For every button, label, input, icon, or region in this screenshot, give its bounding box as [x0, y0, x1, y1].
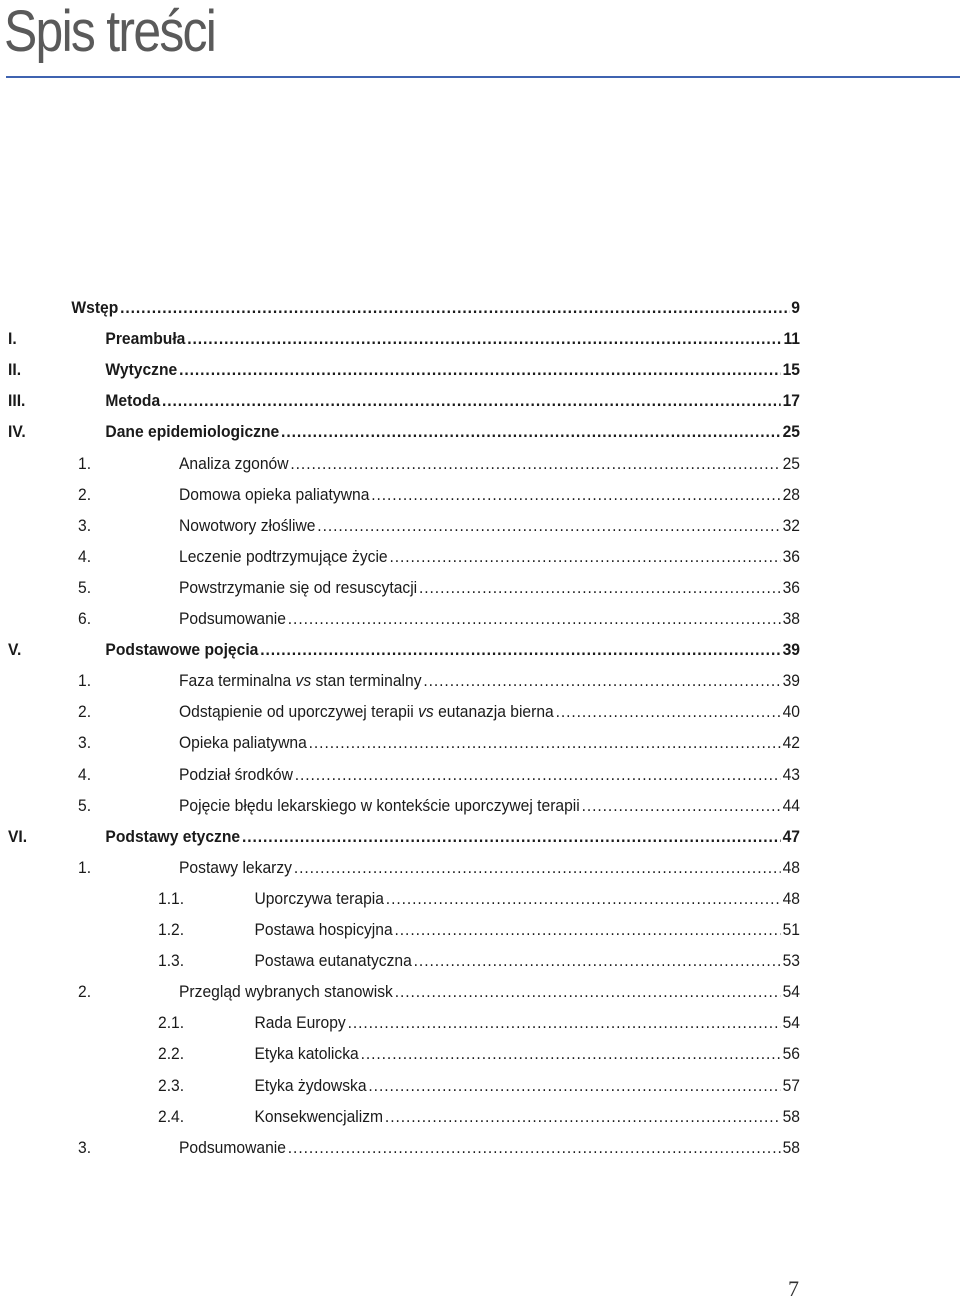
toc-entry-label: Odstąpienie od uporczywej terapii vs eutanazja bierna — [179, 702, 554, 722]
toc-entry-label: Faza terminalna vs stan terminalny — [179, 671, 422, 691]
toc-entry-number: 3. — [78, 733, 92, 753]
toc-entry-page: 36 — [782, 546, 800, 566]
toc-entry-page: 48 — [782, 888, 800, 908]
toc-entry-page: 44 — [782, 795, 800, 815]
toc-leader-dots — [582, 796, 781, 816]
toc-entry — [0, 916, 960, 947]
toc-entry-label: Uporczywa terapia — [254, 888, 384, 908]
toc-entry — [0, 1040, 960, 1071]
toc-entry-number: IV. — [8, 422, 26, 442]
toc-entry — [0, 636, 960, 667]
toc-entry-number: 3. — [78, 515, 92, 535]
toc-entry — [0, 543, 960, 574]
toc-entry-number: 5. — [78, 795, 92, 815]
toc-entry-number: 1. — [78, 857, 92, 877]
toc-leader-dots — [242, 827, 781, 847]
toc-entry-page: 56 — [782, 1044, 800, 1064]
toc-entry-label: Powstrzymanie się od resuscytacji — [179, 577, 418, 597]
toc-entry-label: Podsumowanie — [179, 1137, 286, 1157]
toc-leader-dots — [386, 889, 781, 909]
toc-leader-dots — [187, 329, 781, 349]
toc-leader-dots — [288, 1138, 781, 1158]
toc-leader-dots — [395, 920, 781, 940]
toc-entry — [0, 854, 960, 885]
toc-entry-label: Domowa opieka paliatywna — [179, 484, 370, 504]
toc-entry-label: Leczenie podtrzymujące życie — [179, 546, 388, 566]
toc-leader-dots — [423, 671, 780, 691]
toc-entry — [0, 481, 960, 512]
toc-leader-dots — [419, 578, 781, 598]
toc-entry — [0, 729, 960, 760]
toc-leader-dots — [389, 547, 780, 567]
toc-entry-page: 15 — [782, 360, 800, 380]
toc-leader-dots — [281, 422, 781, 442]
toc-entry-number: II. — [8, 360, 22, 380]
toc-entry-page: 58 — [782, 1106, 800, 1126]
toc-entry-number: 2. — [78, 484, 92, 504]
toc-entry-page: 40 — [782, 702, 800, 722]
toc-entry-label: Dane epidemiologiczne — [105, 422, 280, 442]
toc-entry-page: 53 — [782, 951, 800, 971]
toc-entry-page: 43 — [782, 764, 800, 784]
toc-entry-page: 17 — [782, 391, 800, 411]
toc-entry-number: 4. — [78, 764, 92, 784]
toc-entry-number: 3. — [78, 1137, 92, 1157]
toc-entry-page: 48 — [782, 857, 800, 877]
toc-entry-number: III. — [8, 391, 26, 411]
toc-entry-label: Analiza zgonów — [179, 453, 289, 473]
toc-entry-page: 39 — [782, 671, 800, 691]
toc-entry-label: Nowotwory złośliwe — [179, 515, 316, 535]
toc-leader-dots — [288, 609, 781, 629]
toc-leader-dots — [295, 765, 781, 785]
toc-leader-dots — [309, 733, 781, 753]
toc-entry-number: 5. — [78, 577, 92, 597]
toc-entry-label: Wstęp — [71, 298, 119, 317]
toc-entry-number: 1.2. — [158, 920, 185, 939]
toc-entry-number: 6. — [78, 609, 92, 628]
toc-entry-label: Etyka żydowska — [254, 1075, 367, 1095]
toc-entry-label: Postawa eutanatyczna — [254, 951, 412, 971]
toc-entry-number: 2.4. — [158, 1106, 185, 1126]
toc-entry-page: 39 — [782, 640, 800, 660]
toc-entry — [0, 356, 960, 387]
toc-leader-dots — [162, 391, 781, 411]
toc-entry-number: V. — [8, 640, 22, 660]
toc-entry-page: 42 — [782, 733, 800, 753]
toc-entry — [0, 294, 960, 325]
toc-entry-page: 25 — [782, 422, 800, 442]
toc-entry — [0, 1009, 960, 1040]
toc-leader-dots — [414, 951, 781, 971]
toc-leader-dots — [395, 982, 781, 1002]
toc-entry — [0, 823, 960, 854]
toc-leader-dots — [317, 516, 780, 536]
page-title: Spis treści — [4, 0, 216, 64]
toc-entry-number: 2.1. — [158, 1013, 185, 1033]
toc-entry-number: 1.3. — [158, 951, 185, 971]
toc-entry-label: Etyka katolicka — [254, 1044, 359, 1064]
toc-leader-dots — [348, 1013, 781, 1033]
toc-entry-label: Wytyczne — [105, 360, 178, 380]
toc-entry-page: 11 — [783, 329, 800, 349]
toc-entry-number: 4. — [78, 546, 92, 566]
toc-entry-label: Podstawowe pojęcia — [105, 640, 259, 660]
toc-entry-page: 47 — [782, 826, 800, 846]
toc-entry — [0, 885, 960, 916]
toc-entry-page: 38 — [782, 609, 800, 628]
toc-leader-dots — [290, 454, 780, 474]
page-number: 7 — [788, 1276, 799, 1301]
toc-entry-page: 54 — [782, 1013, 800, 1033]
toc-entry — [0, 605, 960, 636]
toc-entry-label: Postawy lekarzy — [179, 857, 293, 877]
toc-entry — [0, 761, 960, 792]
toc-entry-label: Preambuła — [105, 329, 186, 349]
title-divider — [6, 76, 960, 78]
toc-entry-page: 32 — [782, 515, 800, 535]
toc-entry — [0, 512, 960, 543]
toc-entry — [0, 698, 960, 729]
toc-entry-label: Pojęcie błędu lekarskiego w kontekście uporczywej terapii — [179, 795, 580, 815]
toc-entry-number: VI. — [8, 826, 28, 846]
toc-entry — [0, 978, 960, 1009]
toc-entry-label: Podział środków — [179, 764, 293, 784]
toc-entry — [0, 418, 960, 449]
toc-entry-number: 1.1. — [158, 888, 185, 908]
toc-leader-dots — [294, 858, 781, 878]
toc-entry-page: 57 — [782, 1075, 800, 1095]
toc-entry — [0, 574, 960, 605]
toc-leader-dots — [361, 1044, 781, 1064]
toc-entry-page: 28 — [782, 484, 800, 504]
toc-leader-dots — [120, 298, 789, 318]
toc-entry-label: Rada Europy — [254, 1013, 346, 1033]
toc-entry-label: Podstawy etyczne — [105, 826, 241, 846]
toc-entry-label: Metoda — [105, 391, 161, 411]
toc-entry-page: 54 — [782, 982, 800, 1002]
toc-entry-number: 1. — [78, 453, 92, 473]
toc-entry-number: 2.2. — [158, 1044, 185, 1064]
toc-entry-number: I. — [8, 329, 17, 349]
toc-leader-dots — [179, 360, 781, 380]
toc-entry-number: 2. — [78, 982, 92, 1002]
toc-entry-label: Postawa hospicyjna — [254, 920, 393, 939]
toc-leader-dots — [556, 702, 781, 722]
toc-entry-page: 25 — [782, 453, 800, 473]
toc-entry — [0, 667, 960, 698]
toc-entry — [0, 387, 960, 418]
toc-entry-number: 2. — [78, 702, 92, 722]
toc-entry-label: Konsekwencjalizm — [254, 1106, 384, 1126]
toc-leader-dots — [371, 485, 781, 505]
toc-leader-dots — [368, 1076, 780, 1096]
toc-entry-page: 36 — [782, 577, 800, 597]
toc-entry-label: Podsumowanie — [179, 609, 286, 628]
toc-entry — [0, 1072, 960, 1103]
toc-entry — [0, 792, 960, 823]
toc-entry — [0, 450, 960, 481]
toc-entry — [0, 325, 960, 356]
toc-entry-label: Opieka paliatywna — [179, 733, 307, 753]
toc-entry-label: Przegląd wybranych stanowisk — [179, 982, 393, 1002]
toc-entry-number: 1. — [78, 671, 92, 691]
toc-entry — [0, 947, 960, 978]
toc-entry-page: 9 — [791, 298, 800, 317]
toc-leader-dots — [260, 640, 781, 660]
toc-leader-dots — [385, 1107, 781, 1127]
toc-entry — [0, 1103, 960, 1134]
toc-entry-number: 2.3. — [158, 1075, 185, 1095]
toc-entry-page: 58 — [782, 1137, 800, 1157]
toc-entry — [0, 1134, 960, 1165]
toc-entry-page: 51 — [782, 920, 800, 939]
